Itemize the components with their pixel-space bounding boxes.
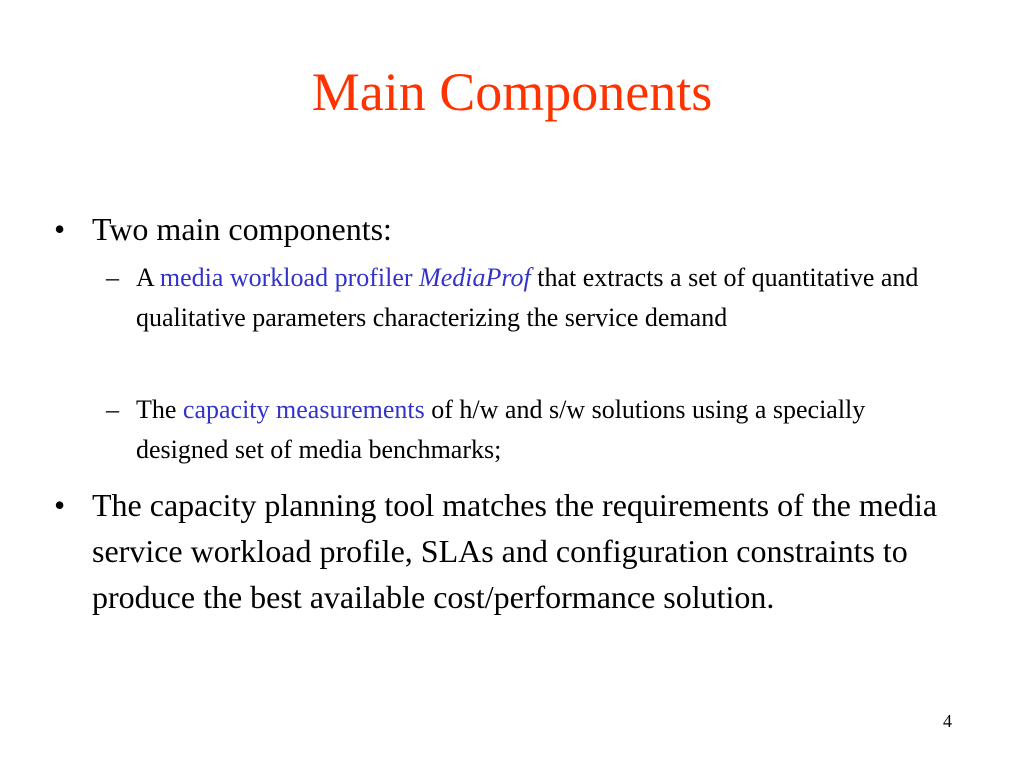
sub-bullet-text: that extracts a set of quantitative and qualitative parameters characterizing the service demand xyxy=(136,263,919,332)
highlight-term: media workload profiler xyxy=(159,263,413,292)
bullet-text: The capacity planning tool matches the requirements of the media service workload profile, SLAs and configuration constraints to produce the best available cost/performance solution. xyxy=(92,487,938,615)
dash-icon: – xyxy=(106,263,119,292)
page-number: 4 xyxy=(943,711,952,731)
dash-icon: – xyxy=(106,395,119,424)
sub-bullet-item-2 xyxy=(106,390,956,470)
sub-bullet-item-1 xyxy=(106,258,956,338)
bullet-item-1 xyxy=(54,206,972,252)
bullet-icon: • xyxy=(54,487,66,523)
bullet-text: Two main components: xyxy=(92,211,392,247)
slide-title: Main Components xyxy=(311,62,713,122)
bullet-icon: • xyxy=(54,211,66,247)
bullet-item-2 xyxy=(54,482,972,620)
sub-bullet-prefix: A xyxy=(136,263,160,292)
sub-bullet-prefix: The xyxy=(136,395,183,424)
sub-bullet-text: of h/w and s/w solutions using a specially designed set of media benchmarks; xyxy=(136,395,866,464)
highlight-term: capacity measurements xyxy=(182,395,425,424)
highlight-term-italic: MediaProf xyxy=(419,263,531,292)
